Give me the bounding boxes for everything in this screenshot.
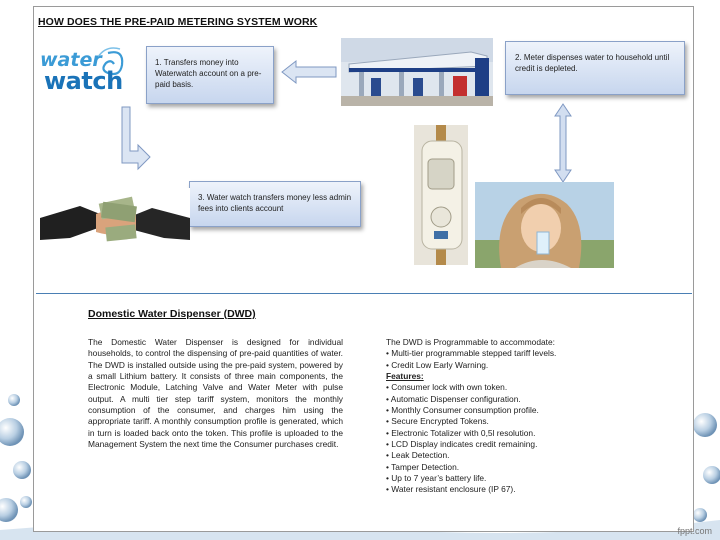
features-heading: Features:: [386, 371, 424, 382]
feature-item: • Electronic Totalizer with 0,5l resolution.: [386, 427, 536, 438]
feature-item: • Consumer lock with own token.: [386, 382, 508, 393]
programmable-item: • Multi-tier programmable stepped tariff levels.: [386, 348, 557, 359]
filling-station-image: [341, 38, 493, 106]
page-title: HOW DOES THE PRE-PAID METERING SYSTEM WORK: [38, 16, 318, 28]
dwd-description: The Domestic Water Dispenser is designed for individual households, to control the dispensing of pre-paid quantities of water. The DWD is installed outside using the pre-paid system, powered by a small Lithium battery. It consists of three main components, the Electronic Module, Latching Valve and Water Meter with pulse output. A multi tier step tariff system, monitors the monthly consumption of the consumer, and charges him using the appropriate tariff. A monthly consumption profile is generated, which in turn is loaded back onto the token. This profile is uploaded to the Management System the next time the Consumer purchases credit.: [88, 337, 343, 450]
dwd-features-column: [386, 337, 666, 496]
section-title: Domestic Water Dispenser (DWD): [88, 308, 256, 320]
water-meter-image: [414, 125, 468, 265]
document-page: [33, 6, 694, 532]
programmable-intro: The DWD is Programmable to accommodate:: [386, 337, 555, 347]
logo-text-water: water: [40, 49, 102, 71]
logo-text-watch: watch: [44, 67, 123, 95]
section-divider: [36, 293, 692, 294]
feature-item: • Tamper Detection.: [386, 461, 460, 472]
feature-item: • Up to 7 year’s battery life.: [386, 473, 487, 484]
feature-item: • Automatic Dispenser configuration.: [386, 393, 521, 404]
feature-item: • Leak Detection.: [386, 450, 450, 461]
arrow-left-icon: [280, 59, 338, 85]
footer-credit: fppt.com: [677, 526, 712, 536]
double-arrow-vertical-icon: [554, 103, 572, 183]
step-3-box: 3. Water watch transfers money less admin fees into clients account: [189, 181, 361, 227]
programmable-item: • Credit Low Early Warning.: [386, 359, 489, 370]
step-1-box: 1. Transfers money into Waterwatch account on a pre-paid basis.: [146, 46, 274, 104]
feature-item: • Secure Encrypted Tokens.: [386, 416, 489, 427]
step-2-box: 2. Meter dispenses water to household until credit is depleted.: [505, 41, 685, 95]
arrow-down-right-icon: [118, 105, 152, 177]
feature-item: • Water resistant enclosure (IP 67).: [386, 484, 516, 495]
feature-item: • LCD Display indicates credit remaining.: [386, 439, 538, 450]
feature-item: • Monthly Consumer consumption profile.: [386, 405, 539, 416]
child-drinking-water-image: [475, 182, 614, 268]
waterwatch-logo: [36, 43, 132, 99]
money-handshake-image: [40, 188, 190, 250]
